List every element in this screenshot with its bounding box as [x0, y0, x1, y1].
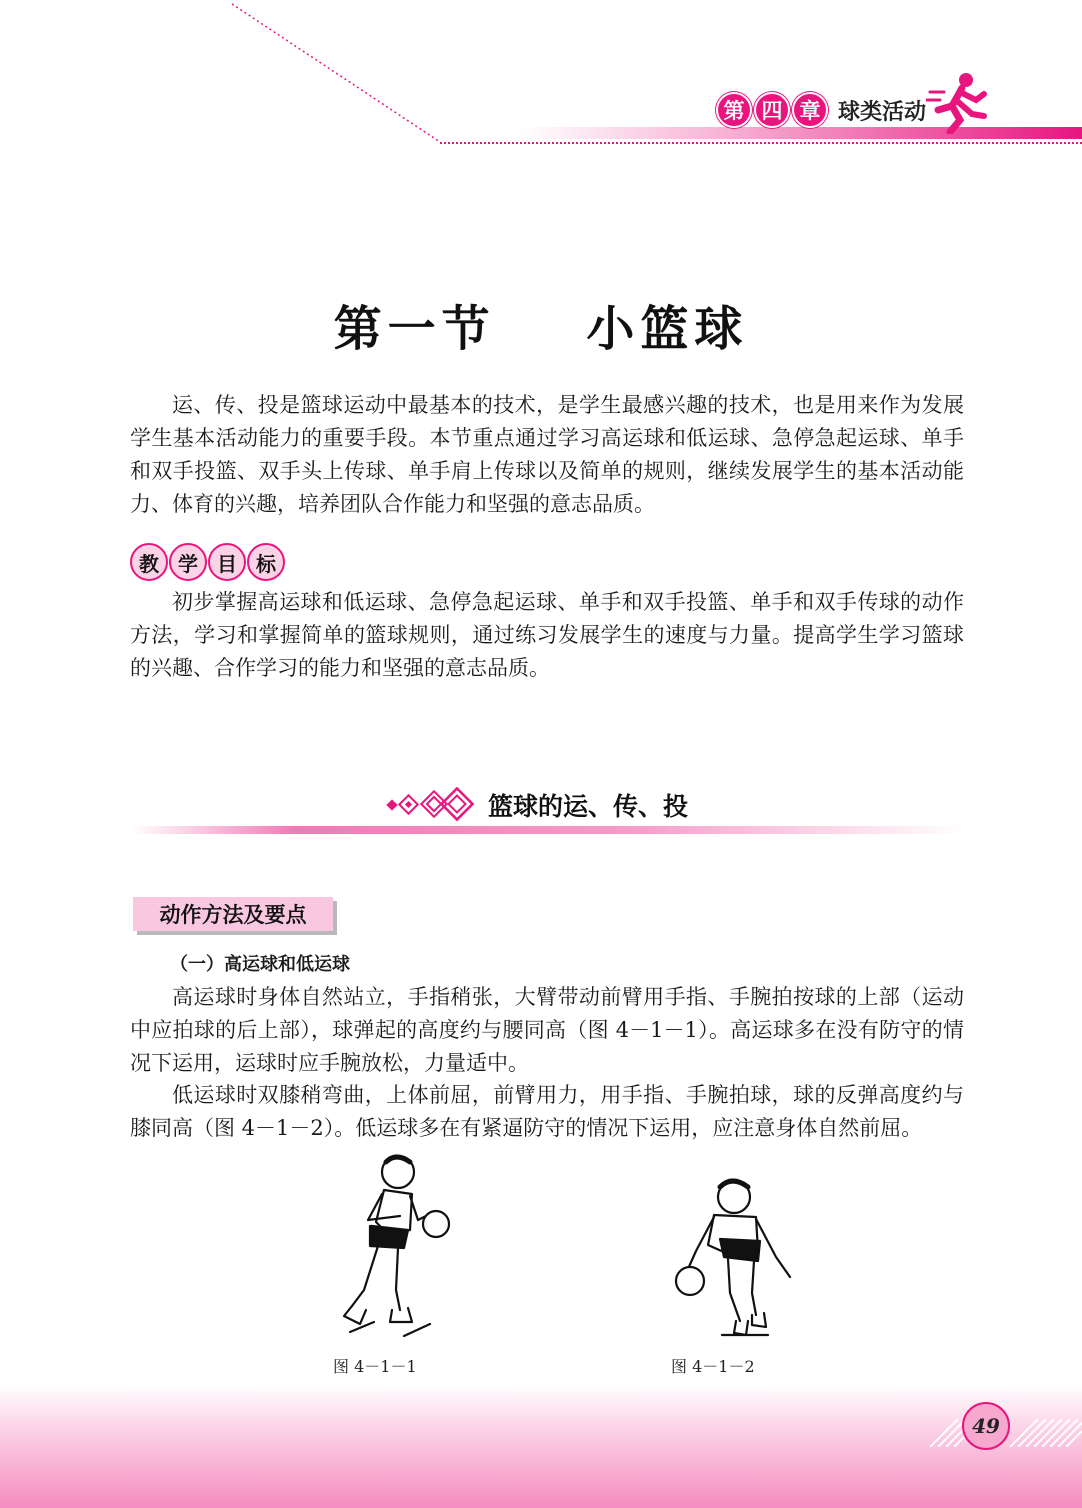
goals-char: 学	[169, 543, 207, 581]
header-diagonal-dotted-line	[0, 0, 450, 150]
figure-caption: 图 4－1－1	[333, 1357, 417, 1376]
intro-paragraph: 运、传、投是篮球运动中最基本的技术，是学生最感兴趣的技术，也是用来作为发展学生基本活动能力的重要手段。本节重点通过学习高运球和低运球、急停急起运球、单手和双手投篮、双手头上传球、单手肩上传球以及简单的规则，继续发展学生的基本活动能力、体育的兴趣，培养团队合作能力和坚强的意志品质。	[130, 393, 964, 516]
runner-icon	[926, 70, 990, 134]
goals-char: 教	[130, 543, 168, 581]
high-dribble-figure-icon	[330, 1150, 470, 1340]
chapter-label	[716, 92, 926, 128]
goals-char: 目	[208, 543, 246, 581]
chapter-char: 四	[754, 92, 790, 128]
diamond-ornament-icon	[385, 787, 475, 823]
subsection-heading: 篮球的运、传、投	[488, 792, 689, 821]
subsection-gradient-bar	[130, 826, 964, 834]
teaching-goals-badge	[130, 543, 285, 581]
page-number: 49	[962, 1402, 1010, 1450]
footer-gradient-band	[0, 1385, 1082, 1508]
chapter-char: 第	[716, 92, 752, 128]
method-label-box: 动作方法及要点	[133, 897, 333, 931]
figure-caption: 图 4－1－2	[671, 1357, 755, 1376]
header-dotted-rule	[440, 142, 1082, 144]
section-title: 第一节 小篮球	[333, 301, 749, 357]
goals-char: 标	[247, 543, 285, 581]
goals-paragraph: 初步掌握高运球和低运球、急停急起运球、单手和双手投篮、单手和双手传球的动作方法，学习和掌握简单的篮球规则，通过练习发展学生的速度与力量。提高学生学习篮球的兴趣、合作学习的能力和坚强的意志品质。	[130, 590, 964, 680]
high-dribble-paragraph: 高运球时身体自然站立，手指稍张，大臂带动前臂用手指、手腕拍按球的上部（运动中应拍球的后上部），球弹起的高度约与腰同高（图 4－1－1）。高运球多在没有防守的情况下运用，运球时应手腕放松，力量适中。	[130, 985, 964, 1075]
low-dribble-paragraph: 低运球时双膝稍弯曲，上体前屈，前臂用力，用手指、手腕拍球，球的反弹高度约与膝同高（图 4－1－2）。低运球多在有紧逼防守的情况下运用，应注意身体自然前屈。	[130, 1083, 964, 1140]
chapter-char: 章	[792, 92, 828, 128]
chapter-title: 球类活动	[838, 99, 927, 125]
low-dribble-figure-icon	[668, 1175, 808, 1340]
header-gradient-bar	[520, 127, 1082, 139]
item-heading: （一）高运球和低运球	[170, 954, 350, 975]
